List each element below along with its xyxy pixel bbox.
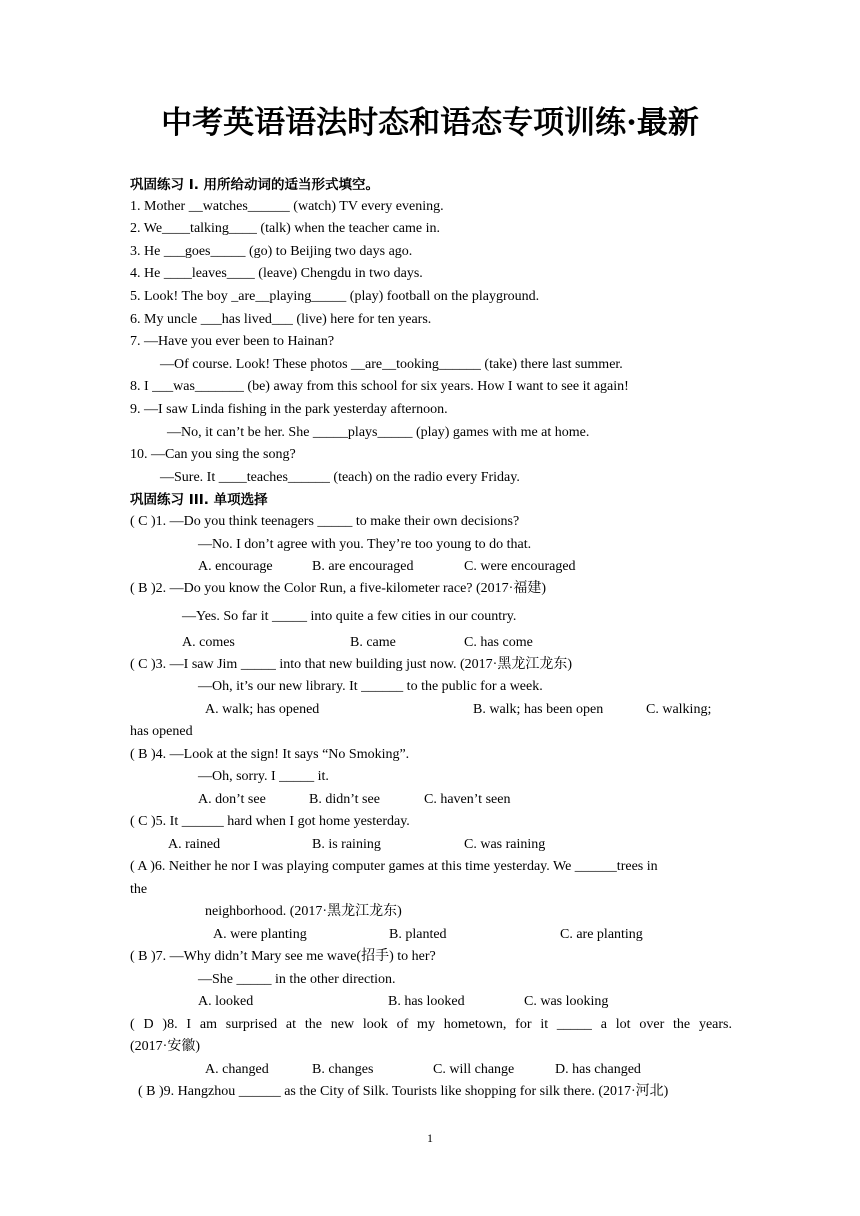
- question-6-cont: neighborhood. (2017·黑龙江龙东): [205, 904, 402, 919]
- exercise-line: 1. Mother __watches______ (watch) TV every evening.: [130, 199, 444, 214]
- section-1-heading: 巩固练习 I. 用所给动词的适当形式填空。: [130, 177, 380, 193]
- exercise-line: 7. —Have you ever been to Hainan?: [130, 334, 335, 349]
- exercise-line: 3. He ___goes_____ (go) to Beijing two days ago.: [130, 244, 413, 259]
- option-d: D. has changed: [555, 1062, 641, 1077]
- exercise-line: 4. He ____leaves____ (leave) Chengdu in two days.: [130, 266, 423, 281]
- option-b: B. changes: [312, 1062, 374, 1077]
- option-a: A. comes: [182, 635, 235, 650]
- question-3-stem: ( C )3. —I saw Jim _____ into that new building just now. (2017·黑龙江龙东): [130, 657, 573, 672]
- option-b: B. has looked: [388, 994, 465, 1009]
- question-6-stem: ( A )6. Neither he nor I was playing computer games at this time yesterday. We ______trees in: [130, 859, 658, 874]
- question-1-reply: —No. I don’t agree with you. They’re too young to do that.: [198, 537, 532, 552]
- option-c: C. are planting: [560, 927, 643, 942]
- exercise-line: 2. We____talking____ (talk) when the teacher came in.: [130, 221, 441, 236]
- option-a: A. don’t see: [198, 792, 266, 807]
- option-a: A. encourage: [198, 559, 273, 574]
- question-4-reply: —Oh, sorry. I _____ it.: [198, 769, 329, 784]
- option-c: C. was raining: [464, 837, 546, 852]
- option-c-wrap: has opened: [130, 724, 193, 739]
- exercise-line: —Of course. Look! These photos __are__tooking______ (take) there last summer.: [160, 357, 623, 372]
- section-3-heading: 巩固练习 III. 单项选择: [130, 492, 268, 508]
- option-c: C. haven’t seen: [424, 792, 511, 807]
- question-2-stem: ( B )2. —Do you know the Color Run, a five-kilometer race? (2017·福建): [130, 581, 547, 596]
- question-7-stem: ( B )7. —Why didn’t Mary see me wave(招手) to her?: [130, 949, 436, 964]
- exercise-line: —Sure. It ____teaches______ (teach) on the radio every Friday.: [160, 470, 520, 485]
- exercise-line: —No, it can’t be her. She _____plays_____ (play) games with me at home.: [167, 425, 590, 440]
- question-5-stem: ( C )5. It ______ hard when I got home yesterday.: [130, 814, 410, 829]
- option-b: B. didn’t see: [309, 792, 380, 807]
- option-a: A. rained: [168, 837, 221, 852]
- question-7-reply: —She _____ in the other direction.: [198, 972, 396, 987]
- option-c: C. were encouraged: [464, 559, 576, 574]
- option-b: B. are encouraged: [312, 559, 414, 574]
- option-b: B. is raining: [312, 837, 381, 852]
- question-3-reply: —Oh, it’s our new library. It ______ to the public for a week.: [198, 679, 543, 694]
- page-number: 1: [427, 1131, 433, 1145]
- option-a: A. walk; has opened: [205, 702, 320, 717]
- exercise-line: 9. —I saw Linda fishing in the park yesterday afternoon.: [130, 402, 448, 417]
- option-c: C. will change: [433, 1062, 515, 1077]
- exercise-line: 5. Look! The boy _are__playing_____ (play) football on the playground.: [130, 289, 540, 304]
- option-c: C. has come: [464, 635, 533, 650]
- exercise-line: 6. My uncle ___has lived___ (live) here for ten years.: [130, 312, 432, 327]
- option-a: A. looked: [198, 994, 254, 1009]
- page-title: 中考英语语法时态和语态专项训练·最新: [161, 105, 699, 141]
- exercise-line: 10. —Can you sing the song?: [130, 447, 296, 462]
- option-b: B. planted: [389, 927, 447, 942]
- question-8-wrap: (2017·安徽): [130, 1039, 200, 1054]
- option-b: B. walk; has been open: [473, 702, 604, 717]
- question-6-wrap: the: [130, 882, 148, 897]
- option-b: B. came: [350, 635, 396, 650]
- question-9-stem: ( B )9. Hangzhou ______ as the City of Silk. Tourists like shopping for silk there. (2017·河北): [138, 1084, 669, 1099]
- question-2-reply: —Yes. So far it _____ into quite a few cities in our country.: [182, 609, 517, 624]
- option-c: C. was looking: [524, 994, 609, 1009]
- exercise-line: 8. I ___was_______ (be) away from this school for six years. How I want to see it again!: [130, 379, 629, 394]
- question-1-stem: ( C )1. —Do you think teenagers _____ to make their own decisions?: [130, 514, 520, 529]
- question-8-stem: ( D )8. I am surprised at the new look of my hometown, for it _____ a lot over the years.: [130, 1017, 732, 1032]
- question-4-stem: ( B )4. —Look at the sign! It says “No Smoking”.: [130, 747, 410, 762]
- option-a: A. changed: [205, 1062, 269, 1077]
- option-c: C. walking;: [646, 702, 712, 717]
- option-a: A. were planting: [213, 927, 307, 942]
